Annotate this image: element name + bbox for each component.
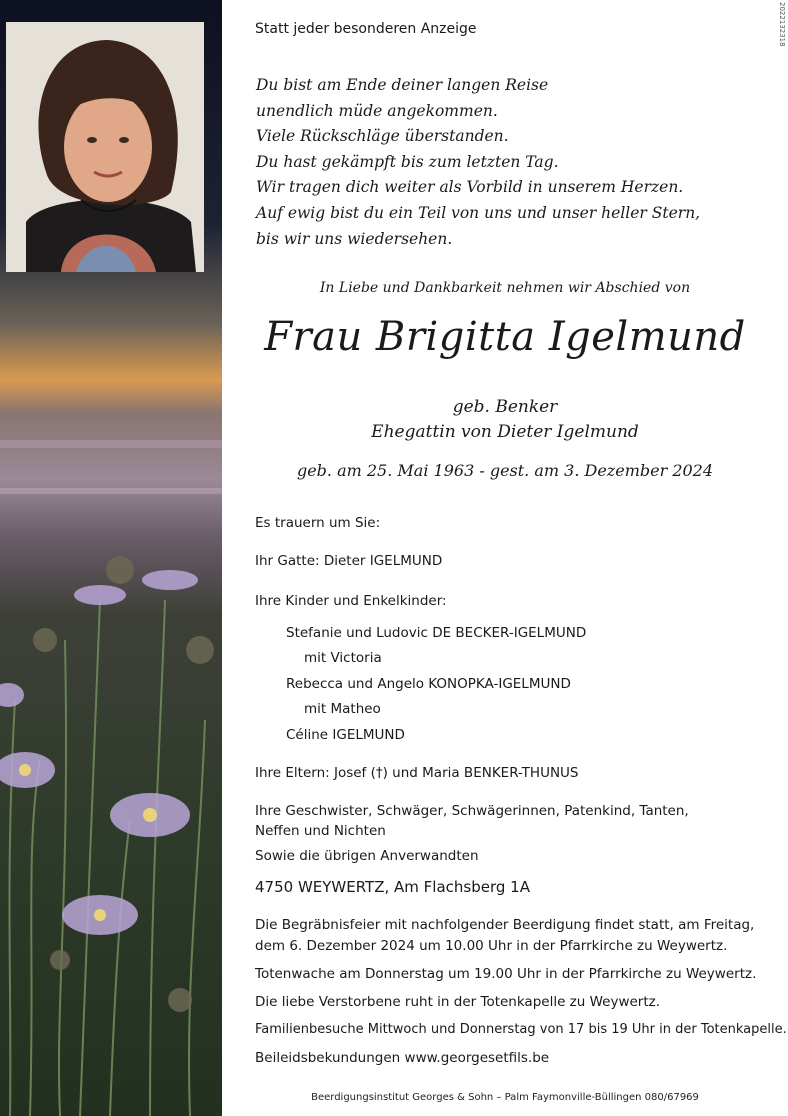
siblings-line: Neffen und Nichten: [255, 823, 386, 839]
poem-line: Wir tragen dich weiter als Vorbild in unserem Herzen.: [256, 178, 684, 197]
funeral-line: Die Begräbnisfeier mit nachfolgender Beerdigung findet statt, am Freitag,: [255, 917, 755, 933]
header-text: Statt jeder besonderen Anzeige: [255, 21, 477, 37]
child-entry: Rebecca und Angelo KONOPKA-IGELMUND: [286, 676, 571, 692]
portrait-photo: [6, 22, 204, 272]
poem-line: bis wir uns wiedersehen.: [256, 229, 453, 248]
born-name: geb. Benker: [452, 397, 558, 417]
condolences-line: Beileidsbekundungen www.georgesetfils.be: [255, 1050, 550, 1066]
spouse-line: Ehegattin von Dieter Igelmund: [371, 422, 639, 442]
intro-line: In Liebe und Dankbarkeit nehmen wir Abschied von: [319, 280, 691, 296]
funeral-line: dem 6. Dezember 2024 um 10.00 Uhr in der Pfarrkirche zu Weywertz.: [255, 938, 728, 954]
footer-line: Beerdigungsinstitut Georges & Sohn – Palm Faymonville-Büllingen 080/67969: [311, 1092, 699, 1103]
poem-line: unendlich müde angekommen.: [256, 101, 498, 120]
grandchild-entry: mit Victoria: [304, 650, 382, 666]
reference-code: 2022132318: [778, 2, 786, 47]
life-dates: geb. am 25. Mai 1963 - gest. am 3. Dezember 2024: [296, 461, 714, 480]
mourn-intro: Es trauern um Sie:: [255, 515, 381, 531]
poem: [256, 76, 700, 255]
child-entry: Stefanie und Ludovic DE BECKER-IGELMUND: [286, 625, 587, 641]
spouse-entry: Ihr Gatte: Dieter IGELMUND: [255, 553, 443, 569]
poem-line: Auf ewig bist du ein Teil von uns und unser heller Stern,: [256, 203, 701, 222]
poem-line: Du bist am Ende deiner langen Reise: [256, 76, 549, 94]
address-line: 4750 WEYWERTZ, Am Flachsberg 1A: [255, 878, 530, 896]
grandchild-entry: mit Matheo: [304, 701, 381, 717]
child-entry: Céline IGELMUND: [286, 727, 405, 743]
obituary-content: [222, 0, 788, 1116]
rests-line: Die liebe Verstorbene ruht in der Totenkapelle zu Weywertz.: [255, 994, 661, 1010]
poem-line: Du hast gekämpft bis zum letzten Tag.: [256, 152, 559, 171]
parents-entry: Ihre Eltern: Josef (†) und Maria BENKER-THUNUS: [255, 765, 579, 781]
visits-line: Familienbesuche Mittwoch und Donnerstag von 17 bis 19 Uhr in der Totenkapelle.: [255, 1022, 787, 1037]
siblings-line: Ihre Geschwister, Schwäger, Schwägerinnen, Patenkind, Tanten,: [255, 803, 689, 819]
poem-line: Viele Rückschläge überstanden.: [256, 127, 509, 146]
wake-line: Totenwache am Donnerstag um 19.00 Uhr in der Pfarrkirche zu Weywertz.: [255, 966, 757, 982]
children-heading: Ihre Kinder und Enkelkinder:: [255, 593, 447, 609]
relatives-line: Sowie die übrigen Anverwandten: [255, 848, 479, 864]
deceased-name: Frau Brigitta Igelmund: [264, 314, 746, 360]
